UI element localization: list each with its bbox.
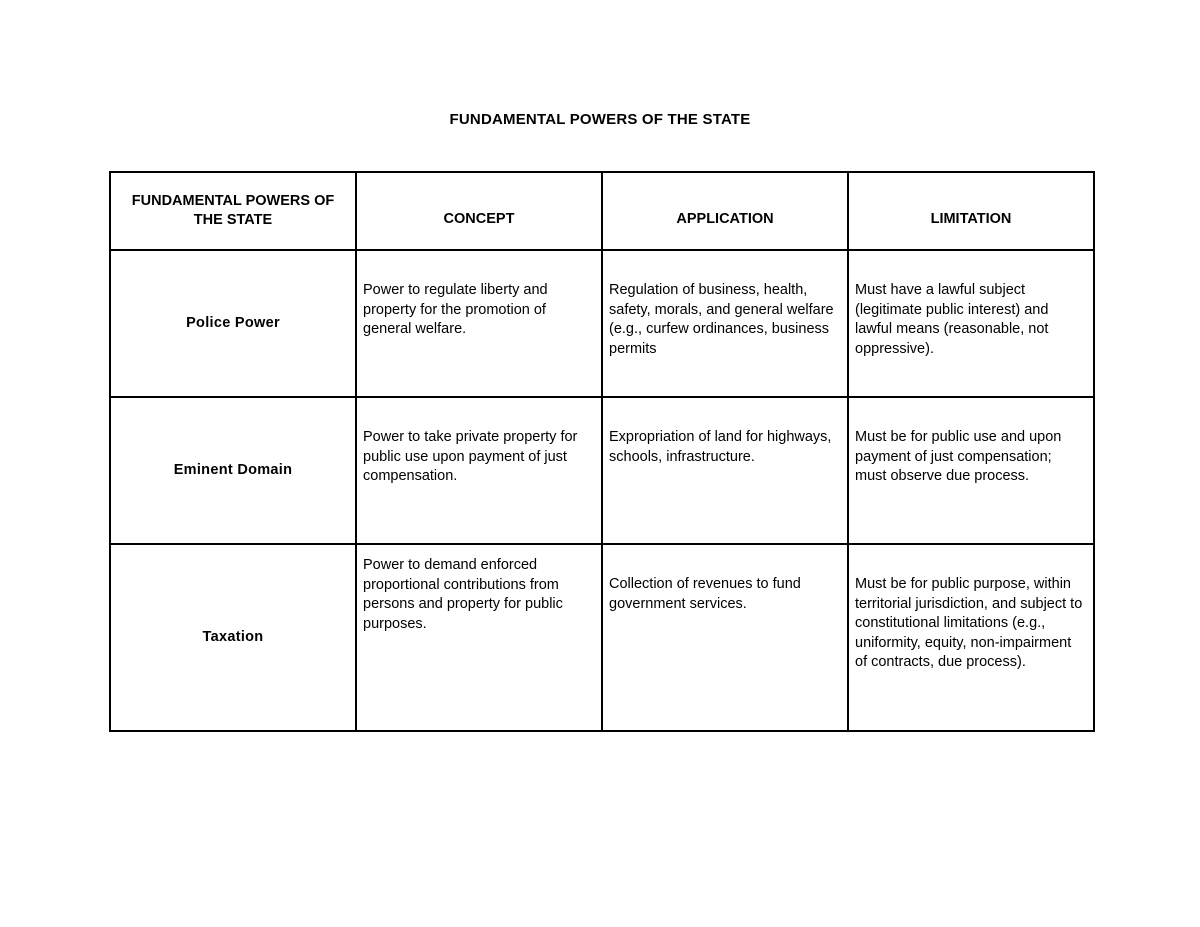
- table-row: [110, 397, 1094, 544]
- power-name-cell: Taxation: [110, 544, 356, 731]
- power-name-cell: Police Power: [110, 250, 356, 397]
- powers-table: [109, 171, 1095, 732]
- power-name-cell: Eminent Domain: [110, 397, 356, 544]
- limitation-cell: Must be for public purpose, within territorial jurisdiction, and subject to constitutional limitations (e.g., uniformity, equity, non-impairment of contracts, due process).: [848, 544, 1094, 731]
- page-title: FUNDAMENTAL POWERS OF THE STATE: [449, 111, 751, 128]
- concept-cell: Power to regulate liberty and property for the promotion of general welfare.: [356, 250, 602, 397]
- table-row: [110, 250, 1094, 397]
- header-application: APPLICATION: [602, 172, 848, 250]
- application-cell: Regulation of business, health, safety, morals, and general welfare (e.g., curfew ordinances, business permits: [602, 250, 848, 397]
- header-limitation: LIMITATION: [848, 172, 1094, 250]
- header-fundamental-powers: FUNDAMENTAL POWERS OF THE STATE: [110, 172, 356, 250]
- concept-cell: Power to take private property for public use upon payment of just compensation.: [356, 397, 602, 544]
- application-cell: Expropriation of land for highways, schools, infrastructure.: [602, 397, 848, 544]
- concept-cell: Power to demand enforced proportional contributions from persons and property for public purposes.: [356, 544, 602, 731]
- limitation-cell: Must have a lawful subject (legitimate public interest) and lawful means (reasonable, not oppressive).: [848, 250, 1094, 397]
- application-cell: Collection of revenues to fund government services.: [602, 544, 848, 731]
- limitation-cell: Must be for public use and upon payment of just compensation; must observe due process.: [848, 397, 1094, 544]
- table-header-row: [110, 172, 1094, 250]
- table-row: [110, 544, 1094, 731]
- header-concept: CONCEPT: [356, 172, 602, 250]
